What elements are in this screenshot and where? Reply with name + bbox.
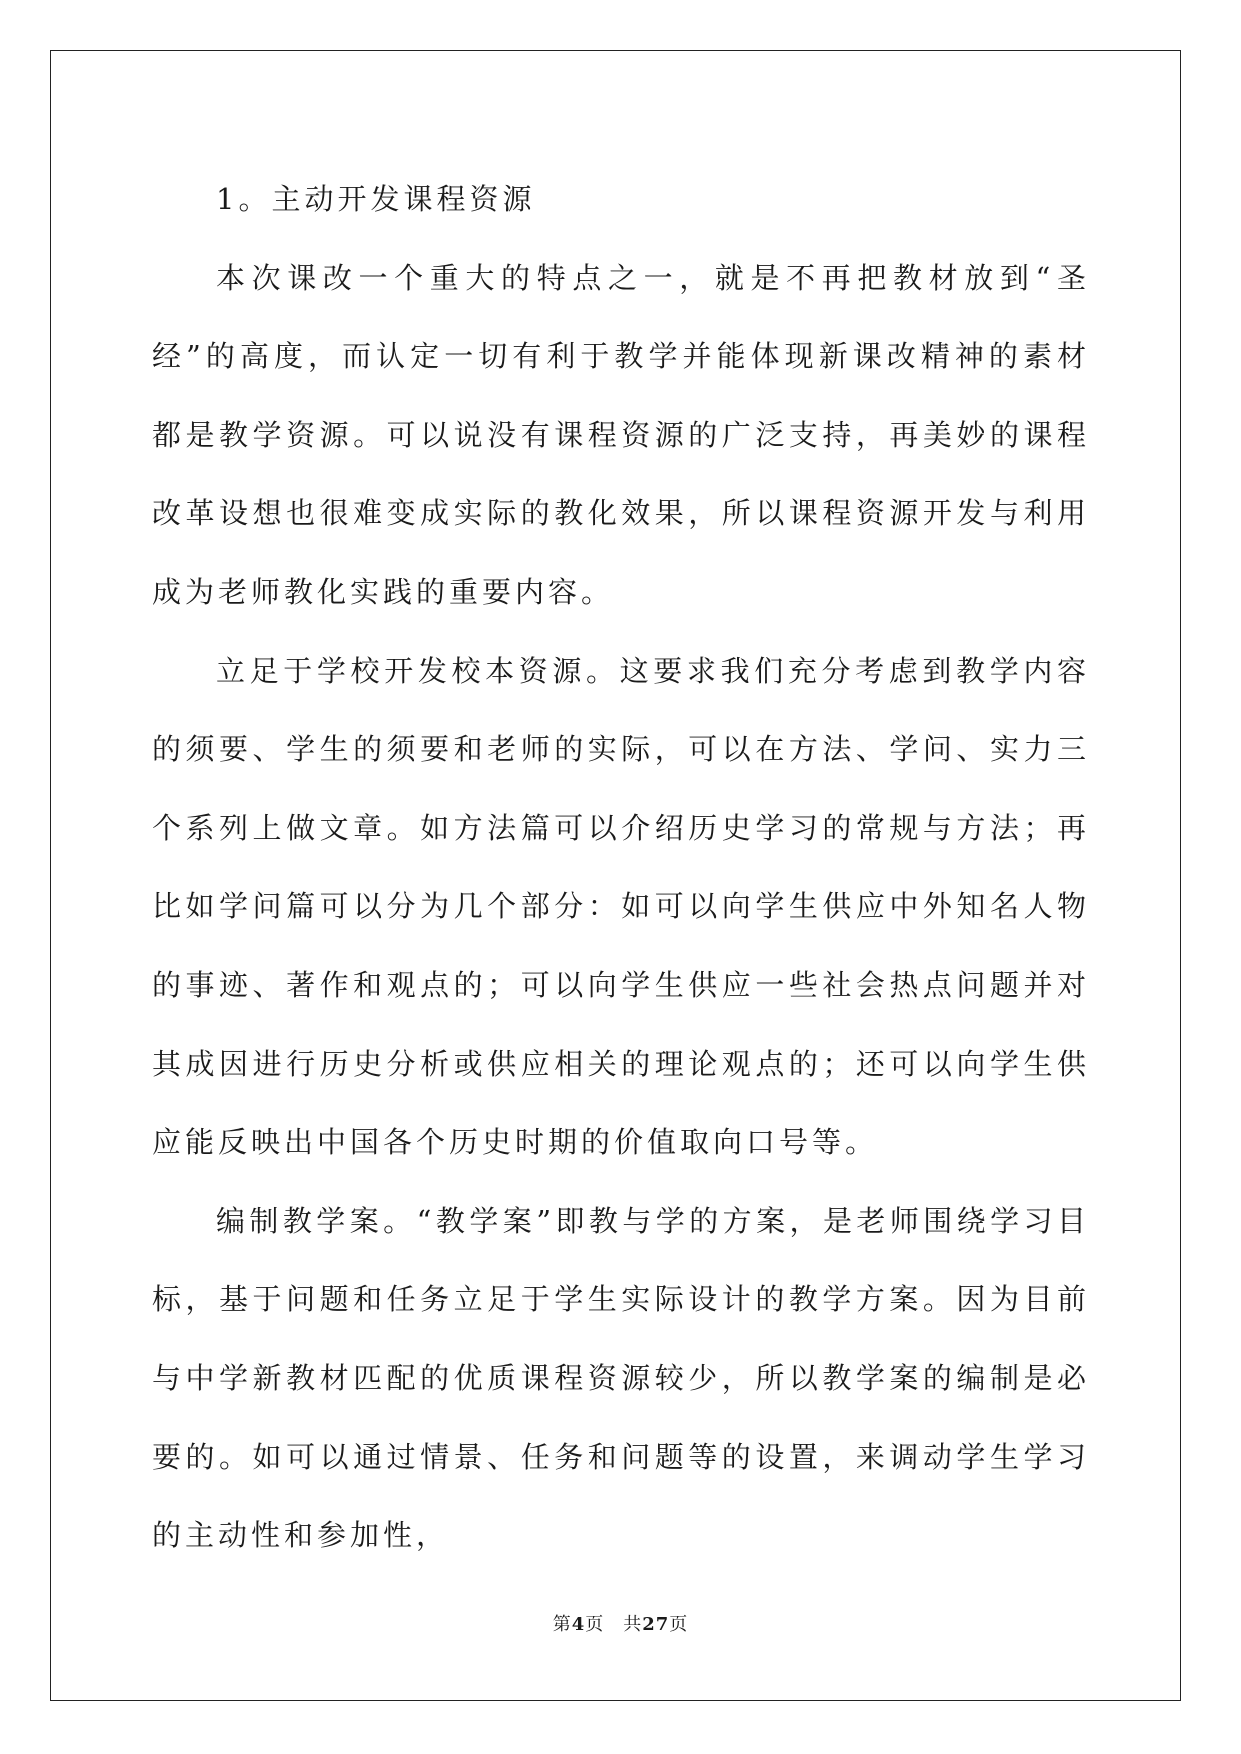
page-footer <box>0 1610 1241 1636</box>
paragraph: 编制教学案。“教学案”即教与学的方案，是老师围绕学习目标，基于问题和任务立足于学生实际设计的教学方案。因为目前与中学新教材匹配的优质课程资源较少，所以教学案的编制是必要的。如可以通过情景、任务和问题等的设置，来调动学生学习的主动性和参加性， <box>152 1203 1090 1553</box>
paragraph: 本次课改一个重大的特点之一，就是不再把教材放到“圣经”的高度，而认定一切有利于教学并能体现新课改精神的素材都是教学资源。可以说没有课程资源的广泛支持，再美妙的课程改革设想也很难变成实际的教化效果，所以课程资源开发与利用成为老师教化实践的重要内容。 <box>152 260 1090 609</box>
footer-prefix: 第 <box>552 1614 572 1635</box>
document-body <box>152 160 1090 1575</box>
footer-mid: 页 共 <box>585 1614 643 1635</box>
section-heading: 1。主动开发课程资源 <box>216 182 536 216</box>
paragraph: 立足于学校开发校本资源。这要求我们充分考虑到教学内容的须要、学生的须要和老师的实际，可以在方法、学问、实力三个系列上做文章。如方法篇可以介绍历史学习的常规与方法；再比如学问篇可以分为几个部分：如可以向学生供应中外知名人物的事迹、著作和观点的；可以向学生供应一些社会热点问题并对其成因进行历史分析或供应相关的理论观点的；还可以向学生供应能反映出中国各个历史时期的价值取向口号等。 <box>152 653 1090 1160</box>
current-page-number: 4 <box>571 1614 586 1635</box>
footer-suffix: 页 <box>669 1614 689 1635</box>
total-page-number: 27 <box>642 1614 670 1635</box>
